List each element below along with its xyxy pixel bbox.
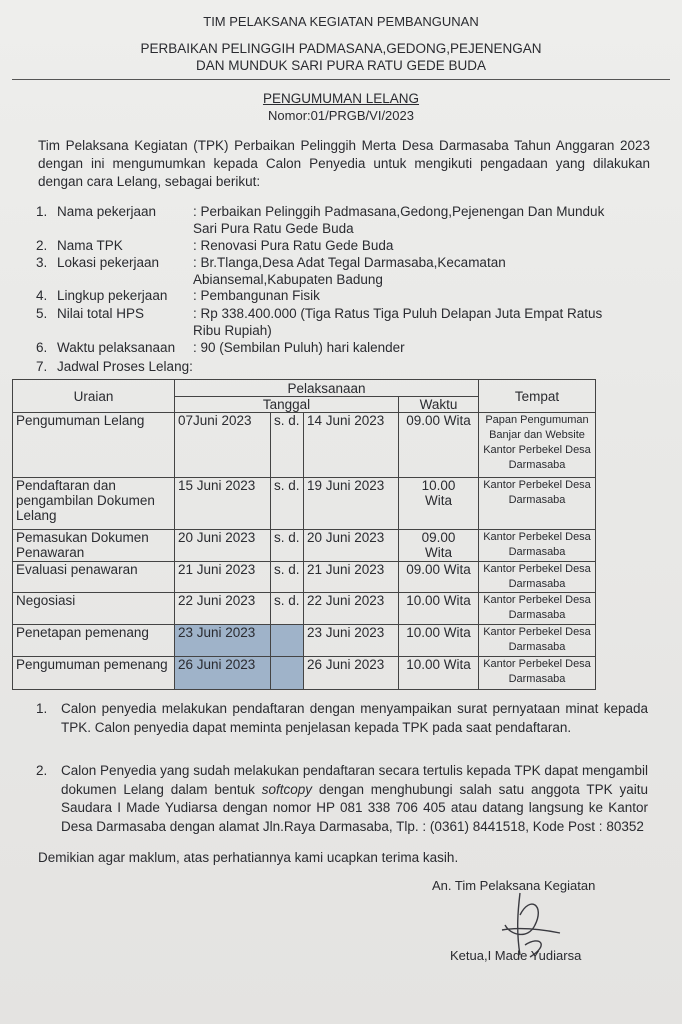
- signatory-name: Ketua,I Made Yudiarsa: [450, 948, 582, 963]
- detail-number: 4.: [36, 288, 48, 303]
- project-header-line2: DAN MUNDUK SARI PURA RATU GEDE BUDA: [195, 58, 487, 73]
- cell-end-date: 14 Juni 2023: [304, 413, 399, 478]
- cell-end-date: 23 Juni 2023: [304, 625, 399, 657]
- note-item: [36, 700, 648, 737]
- detail-value: : Pembangunan Fisik: [193, 288, 320, 303]
- cell-uraian: Evaluasi penawaran: [13, 562, 175, 593]
- cell-sd: [271, 657, 304, 690]
- cell-waktu: 10.00 Wita: [399, 657, 479, 690]
- cell-uraian: Penetapan pemenang: [13, 625, 175, 657]
- note-number: 2.: [36, 763, 48, 778]
- cell-start-date: 20 Juni 2023: [175, 530, 271, 562]
- detail-value: : Rp 338.400.000 (Tiga Ratus Tiga Puluh Delapan Juta Empat Ratus Ribu Rupiah): [193, 306, 603, 338]
- table-row: [13, 625, 596, 657]
- header-pelaksanaan: Pelaksanaan: [175, 380, 479, 397]
- detail-number: 7.: [36, 359, 48, 374]
- cell-uraian: Negosiasi: [13, 593, 175, 625]
- detail-number: 3.: [36, 255, 48, 270]
- header-tempat: Tempat: [479, 380, 596, 413]
- cell-waktu: 10.00 Wita: [399, 625, 479, 657]
- detail-number: 1.: [36, 204, 48, 219]
- cell-tempat: Kantor Perbekel Desa Darmasaba: [479, 530, 596, 562]
- table-row: [13, 562, 596, 593]
- project-header: [0, 40, 682, 74]
- cell-start-date: 21 Juni 2023: [175, 562, 271, 593]
- cell-uraian: Pengumuman pemenang: [13, 657, 175, 690]
- cell-uraian: Pemasukan Dokumen Penawaran: [13, 530, 175, 562]
- cell-tempat: Kantor Perbekel Desa Darmasaba: [479, 478, 596, 530]
- note-text: Calon penyedia melakukan pendaftaran dengan menyampaikan surat pernyataan minat kepada TPK. Calon penyedia dapat meminta penjelasan kepada TPK pada saat pendaftaran.: [61, 701, 648, 735]
- closing-text: Demikian agar maklum, atas perhatiannya kami ucapkan terima kasih.: [38, 850, 459, 865]
- signatory-org: An. Tim Pelaksana Kegiatan: [432, 878, 596, 893]
- cell-sd: s. d.: [271, 593, 304, 625]
- header-waktu: Waktu: [399, 397, 479, 413]
- detail-value: : Renovasi Pura Ratu Gede Buda: [193, 238, 394, 253]
- note-item: [36, 762, 648, 836]
- cell-uraian: Pendaftaran dan pengambilan Dokumen Lelang: [13, 478, 175, 530]
- detail-number: 2.: [36, 238, 48, 253]
- cell-start-date: 22 Juni 2023: [175, 593, 271, 625]
- detail-number: 6.: [36, 340, 48, 355]
- cell-waktu: 09.00 Wita: [399, 413, 479, 478]
- cell-sd: [271, 625, 304, 657]
- detail-label: Nilai total HPS: [57, 306, 145, 321]
- cell-waktu: 10.00 Wita: [399, 593, 479, 625]
- header-uraian: Uraian: [13, 380, 175, 413]
- cell-end-date: 20 Juni 2023: [304, 530, 399, 562]
- table-row: [13, 478, 596, 530]
- detail-label: Nama TPK: [57, 238, 123, 253]
- detail-number: 5.: [36, 306, 48, 321]
- cell-waktu: 10.00 Wita: [399, 478, 479, 530]
- cell-sd: s. d.: [271, 413, 304, 478]
- table-row: [13, 413, 596, 478]
- cell-uraian: Pengumuman Lelang: [13, 413, 175, 478]
- detail-label: Nama pekerjaan: [57, 204, 157, 219]
- org-header: TIM PELAKSANA KEGIATAN PEMBANGUNAN: [203, 14, 479, 29]
- note-text: Calon Penyedia yang sudah melakukan pendaftaran secara tertulis kepada TPK dapat mengambil dokumen Lelang dalam bentuk softcopy dengan menghubungi salah satu anggota TPK yaitu Saudara I Made Yudiarsa dengan nomor HP 081 338 706 405 atau datang langsung ke Kantor Desa Darmasaba dengan alamat Jln.Raya Darmasaba, Tlp. : (0361) 8441518, Kode Post : 80352: [61, 763, 648, 834]
- cell-waktu: 09.00 Wita: [399, 562, 479, 593]
- detail-value: : Br.Tlanga,Desa Adat Tegal Darmasaba,Kecamatan Abiansemal,Kabupaten Badung: [193, 255, 506, 287]
- detail-label: Lingkup pekerjaan: [57, 288, 168, 303]
- cell-tempat: Papan Pengumuman Banjar dan Website Kantor Perbekel Desa Darmasaba: [479, 413, 596, 478]
- header-divider: [12, 79, 670, 80]
- detail-label: Lokasi pekerjaan: [57, 255, 160, 270]
- table-row: [13, 657, 596, 690]
- cell-tempat: Kantor Perbekel Desa Darmasaba: [479, 657, 596, 690]
- document-title: PENGUMUMAN LELANG: [262, 91, 420, 106]
- detail-label: Waktu pelaksanaan: [57, 340, 176, 355]
- cell-start-date: 26 Juni 2023: [175, 657, 271, 690]
- cell-start-date: 23 Juni 2023: [175, 625, 271, 657]
- table-row: [13, 530, 596, 562]
- cell-tempat: Kantor Perbekel Desa Darmasaba: [479, 562, 596, 593]
- detail-value: : Perbaikan Pelinggih Padmasana,Gedong,Pejenengan Dan Munduk Sari Pura Ratu Gede Buda: [193, 204, 605, 236]
- note-number: 1.: [36, 701, 48, 716]
- cell-end-date: 21 Juni 2023: [304, 562, 399, 593]
- cell-start-date: 07Juni 2023: [175, 413, 271, 478]
- cell-sd: s. d.: [271, 478, 304, 530]
- project-header-line1: PERBAIKAN PELINGGIH PADMASANA,GEDONG,PEJENENGAN: [140, 41, 542, 56]
- cell-tempat: Kantor Perbekel Desa Darmasaba: [479, 593, 596, 625]
- cell-sd: s. d.: [271, 562, 304, 593]
- detail-label: Jadwal Proses Lelang:: [57, 359, 193, 374]
- intro-paragraph: Tim Pelaksana Kegiatan (TPK) Perbaikan Pelinggih Merta Desa Darmasaba Tahun Anggaran 2023 dengan ini mengumumkan kepada Calon Penyedia untuk mengikuti pengadaan yang dilakukan dengan cara Lelang, sebagai berikut:: [38, 138, 650, 189]
- table-row: [13, 593, 596, 625]
- cell-tempat: Kantor Perbekel Desa Darmasaba: [479, 625, 596, 657]
- detail-value: : 90 (Sembilan Puluh) hari kalender: [193, 340, 405, 355]
- cell-end-date: 19 Juni 2023: [304, 478, 399, 530]
- schedule-table: [12, 379, 596, 690]
- cell-start-date: 15 Juni 2023: [175, 478, 271, 530]
- document-number: Nomor:01/PRGB/VI/2023: [268, 108, 414, 123]
- cell-end-date: 22 Juni 2023: [304, 593, 399, 625]
- cell-end-date: 26 Juni 2023: [304, 657, 399, 690]
- cell-waktu: 09.00 Wita: [399, 530, 479, 562]
- cell-sd: s. d.: [271, 530, 304, 562]
- header-tanggal: Tanggal: [175, 397, 399, 413]
